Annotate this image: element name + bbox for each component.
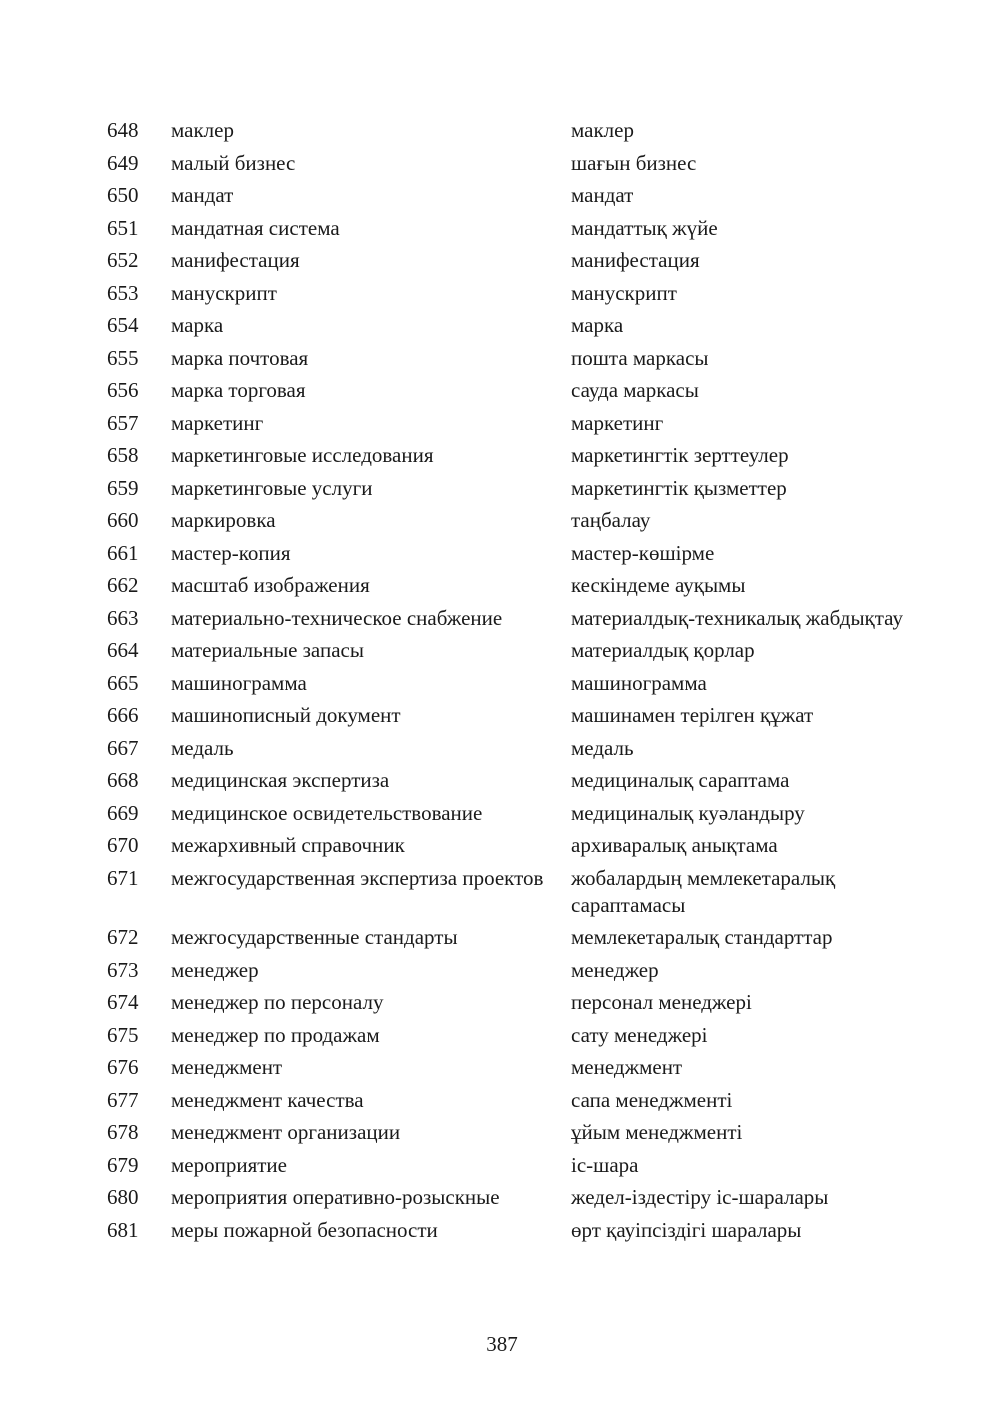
kazakh-term: мандаттық жүйе xyxy=(571,215,718,240)
page-number: 387 xyxy=(486,1332,518,1356)
russian-term: менеджер по продажам xyxy=(171,1022,380,1047)
russian-term: малый бизнес xyxy=(171,150,296,175)
glossary-row xyxy=(107,767,907,800)
entry-number: 663 xyxy=(107,605,139,630)
russian-term: мандат xyxy=(171,183,234,207)
russian-term: марка xyxy=(171,313,224,337)
russian-term: мероприятия оперативно-розыскные xyxy=(171,1185,500,1209)
kazakh-term: персонал менеджері xyxy=(571,990,752,1014)
glossary-row xyxy=(107,637,907,670)
kazakh-term: маркетингтік қызметтер xyxy=(571,475,787,500)
entry-number: 672 xyxy=(107,925,139,949)
glossary-row xyxy=(107,507,907,540)
entry-number: 677 xyxy=(107,1087,139,1112)
russian-term: маркетинговые исследования xyxy=(171,443,434,467)
russian-term: маркировка xyxy=(171,508,276,532)
glossary-row xyxy=(107,150,907,183)
kazakh-term: материалдық-техникалық жабдықтау xyxy=(571,605,903,630)
russian-term: материально-техническое снабжение xyxy=(171,605,503,630)
glossary-row xyxy=(107,1087,907,1120)
entry-number: 652 xyxy=(107,248,139,272)
entry-number: 665 xyxy=(107,670,139,695)
entry-number: 667 xyxy=(107,735,139,760)
russian-term: марка почтовая xyxy=(171,345,309,370)
glossary-row xyxy=(107,605,907,638)
russian-term: марка торговая xyxy=(171,378,306,402)
russian-term: межгосударственные стандарты xyxy=(171,925,458,949)
russian-term: машинограмма xyxy=(171,670,307,695)
russian-term: мандатная система xyxy=(171,215,340,240)
russian-term: медицинская экспертиза xyxy=(171,768,390,792)
glossary-row xyxy=(107,800,907,833)
russian-term: мастер-копия xyxy=(171,540,291,565)
entry-number: 659 xyxy=(107,475,139,500)
glossary-row xyxy=(107,572,907,605)
kazakh-term: маркетинг xyxy=(571,410,664,435)
russian-term: машинописный документ xyxy=(171,703,401,727)
glossary-row xyxy=(107,312,907,345)
kazakh-term: жедел-іздестіру іс-шаралары xyxy=(571,1185,829,1209)
kazakh-term: медициналық сараптама xyxy=(571,768,790,792)
kazakh-term: сапа менеджменті xyxy=(571,1087,733,1112)
russian-term: менеджер xyxy=(171,957,259,982)
glossary-row xyxy=(107,215,907,248)
entry-number: 675 xyxy=(107,1022,139,1047)
glossary-row xyxy=(107,1152,907,1185)
kazakh-term: пошта маркасы xyxy=(571,345,709,370)
glossary-row xyxy=(107,540,907,573)
entry-number: 673 xyxy=(107,957,139,982)
russian-term: манифестация xyxy=(171,248,300,272)
entry-number: 650 xyxy=(107,183,139,207)
kazakh-term: маклер xyxy=(571,118,634,142)
russian-term: маркетинг xyxy=(171,410,264,435)
kazakh-term: мемлекетаралық стандарттар xyxy=(571,925,833,949)
russian-term: меры пожарной безопасности xyxy=(171,1217,438,1242)
russian-term: межархивный справочник xyxy=(171,833,405,857)
entry-number: 674 xyxy=(107,990,139,1014)
russian-term: менеджмент xyxy=(171,1055,283,1079)
kazakh-term: мандат xyxy=(571,183,634,207)
kazakh-term: шағын бизнес xyxy=(571,150,697,175)
kazakh-term: медаль xyxy=(571,735,634,760)
entry-number: 651 xyxy=(107,215,139,240)
russian-term: межгосударственная экспертиза проектов xyxy=(171,865,544,890)
kazakh-term: марка xyxy=(571,313,624,337)
russian-term: менеджмент организации xyxy=(171,1120,401,1144)
russian-term: манускрипт xyxy=(171,280,277,305)
glossary-row xyxy=(107,247,907,280)
entry-number: 670 xyxy=(107,833,139,857)
entry-number: 654 xyxy=(107,313,139,337)
entry-number: 648 xyxy=(107,118,139,142)
entry-number: 669 xyxy=(107,800,139,825)
kazakh-term: өрт қауіпсіздігі шаралары xyxy=(571,1217,802,1242)
kazakh-term: менеджмент xyxy=(571,1055,683,1079)
entry-number: 671 xyxy=(107,865,139,890)
russian-term: медицинское освидетельствование xyxy=(171,800,483,825)
russian-term: маркетинговые услуги xyxy=(171,475,373,500)
glossary-row xyxy=(107,410,907,443)
kazakh-term: менеджер xyxy=(571,957,659,982)
entry-number: 656 xyxy=(107,378,139,402)
glossary-row xyxy=(107,1217,907,1250)
glossary-row xyxy=(107,117,907,150)
glossary-row xyxy=(107,442,907,475)
glossary-row xyxy=(107,475,907,508)
kazakh-term: материалдық қорлар xyxy=(571,638,755,662)
russian-term: масштаб изображения xyxy=(171,573,370,597)
entry-number: 681 xyxy=(107,1217,139,1242)
glossary-row xyxy=(107,832,907,865)
entry-number: 662 xyxy=(107,573,139,597)
kazakh-term: іс-шара xyxy=(571,1152,639,1177)
entry-number: 664 xyxy=(107,638,139,662)
kazakh-term: машинограмма xyxy=(571,670,707,695)
entry-number: 653 xyxy=(107,280,139,305)
entry-number: 668 xyxy=(107,768,139,792)
entry-number: 661 xyxy=(107,540,139,565)
glossary-row xyxy=(107,377,907,410)
entry-number: 666 xyxy=(107,703,139,727)
glossary-row xyxy=(107,280,907,313)
kazakh-term: машинамен терілген құжат xyxy=(571,703,814,727)
russian-term: материальные запасы xyxy=(171,638,364,662)
russian-term: маклер xyxy=(171,118,234,142)
entry-number: 660 xyxy=(107,508,139,532)
entry-number: 678 xyxy=(107,1120,139,1144)
glossary-row xyxy=(107,702,907,735)
russian-term: мероприятие xyxy=(171,1152,287,1177)
kazakh-term: медициналық куәландыру xyxy=(571,800,805,825)
glossary-row xyxy=(107,924,907,957)
glossary-row xyxy=(107,865,907,925)
kazakh-term: сауда маркасы xyxy=(571,378,699,402)
glossary-row xyxy=(107,735,907,768)
glossary-row xyxy=(107,1184,907,1217)
kazakh-term: манифестация xyxy=(571,248,700,272)
kazakh-term: кескіндеме ауқымы xyxy=(571,573,746,597)
glossary-row xyxy=(107,1022,907,1055)
glossary-row xyxy=(107,182,907,215)
kazakh-term: ұйым менеджменті xyxy=(571,1120,743,1144)
glossary-row xyxy=(107,345,907,378)
entry-number: 655 xyxy=(107,345,139,370)
entry-number: 679 xyxy=(107,1152,139,1177)
entry-number: 658 xyxy=(107,443,139,467)
kazakh-term: маркетингтік зерттеулер xyxy=(571,443,789,467)
kazakh-term: манускрипт xyxy=(571,280,677,305)
kazakh-term: архиваралық анықтама xyxy=(571,833,778,857)
kazakh-term: жобалардың мемлекетаралық сараптамасы xyxy=(571,865,836,917)
russian-term: менеджмент качества xyxy=(171,1087,364,1112)
glossary-row xyxy=(107,670,907,703)
glossary-row xyxy=(107,957,907,990)
glossary-table xyxy=(107,117,907,1249)
glossary-row xyxy=(107,1054,907,1087)
entry-number: 649 xyxy=(107,150,139,175)
russian-term: менеджер по персоналу xyxy=(171,990,384,1014)
kazakh-term: мастер-көшірме xyxy=(571,540,715,565)
entry-number: 680 xyxy=(107,1185,139,1209)
entry-number: 676 xyxy=(107,1055,139,1079)
russian-term: медаль xyxy=(171,735,234,760)
glossary-row xyxy=(107,1119,907,1152)
kazakh-term: таңбалау xyxy=(571,508,651,532)
glossary-row xyxy=(107,989,907,1022)
kazakh-term: сату менеджері xyxy=(571,1022,708,1047)
entry-number: 657 xyxy=(107,410,139,435)
